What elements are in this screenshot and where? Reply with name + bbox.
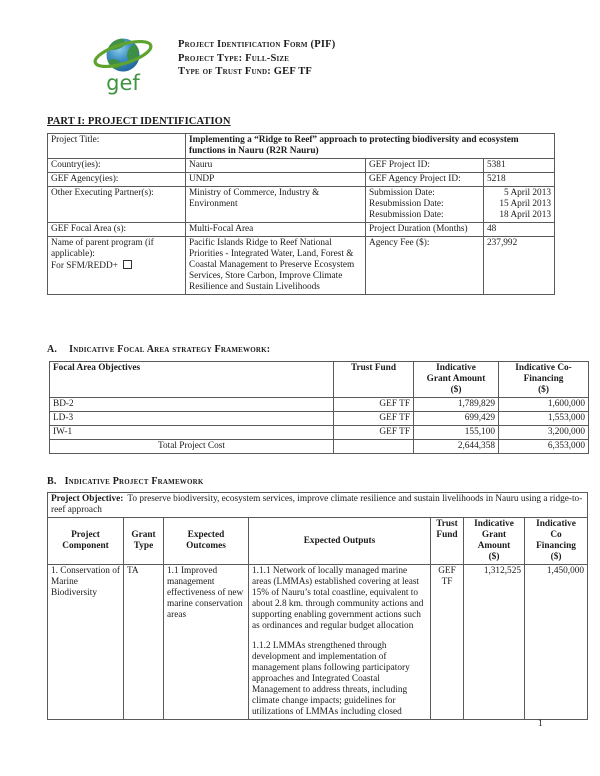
project-framework-table: [47, 492, 588, 720]
submission-date-label: Submission Date:: [369, 188, 435, 198]
trust-fund-cell: GEF TF: [334, 412, 414, 426]
gef-agency-label: GEF Agency(ies):: [48, 173, 186, 187]
trust-fund-cell: GEF TF: [431, 565, 464, 720]
table-total-row: [50, 440, 589, 454]
co-financing-cell: 3,200,000: [499, 426, 589, 440]
section-letter: A.: [47, 344, 58, 355]
col-trust-fund: Trust Fund: [334, 362, 414, 398]
header-line: ($): [538, 385, 549, 395]
col-grant-amount: [414, 362, 499, 398]
table-row: [50, 426, 589, 440]
col-expected-outcomes: Expected Outcomes: [164, 518, 249, 565]
country-label: Country(ies):: [48, 159, 186, 173]
col-project-component: Project Component: [48, 518, 124, 565]
grant-amount-cell: 699,429: [414, 412, 499, 426]
header-line: Financing: [523, 374, 564, 384]
col-grant-amount: [464, 518, 525, 565]
table-row: [48, 565, 588, 720]
header-line: Financing: [536, 541, 576, 551]
project-objective-cell: [48, 493, 588, 518]
section-title: Indicative Focal Area strategy Framework:: [69, 344, 271, 355]
gef-logo: [86, 30, 164, 96]
resubmission-date-label: Resubmission Date:: [369, 210, 444, 220]
col-co-financing: [499, 362, 589, 398]
trust-fund-line: Type of Trust Fund: GEF TF: [178, 66, 313, 77]
outputs-cell: [249, 565, 431, 720]
project-objective-text: To preserve biodiversity, ecosystem services, improve climate resilience and sustain livelihoods in Nauru using a ridge-to-reef approach: [51, 494, 583, 515]
co-financing-cell: 1,600,000: [499, 398, 589, 412]
objective-cell: IW-1: [50, 426, 334, 440]
output-paragraph: 1.1.2 LMMAs strengthened through development and implementation of management plans following participatory approaches and Integrated Coastal Management to address threats, including climate change impacts; guidelines for utilizations of LMMAs including closed: [252, 641, 410, 717]
component-cell: 1. Conservation of Marine Biodiversity: [48, 565, 124, 720]
focal-area-value: Multi-Focal Area: [186, 223, 366, 237]
section-letter: B.: [47, 476, 57, 487]
project-type-line: Project Type: Full-Size: [178, 52, 290, 64]
col-focal-area-objectives: Focal Area Objectives: [50, 362, 334, 398]
total-label: Total Project Cost: [50, 440, 334, 454]
section-b-heading: [47, 476, 204, 487]
table-row: [48, 223, 555, 237]
project-objective-label: Project Objective:: [51, 494, 124, 504]
grant-amount-cell: 1,789,829: [414, 398, 499, 412]
sfm-redd-checkbox: [123, 260, 132, 269]
header-line: Indicative: [474, 519, 514, 529]
header-line: ($): [450, 385, 462, 395]
table-row: [48, 237, 555, 295]
document-header: [178, 38, 335, 79]
col-expected-outputs: Expected Outputs: [249, 518, 431, 565]
header-line: Grant: [481, 530, 507, 540]
agency-fee-value: 237,992: [484, 237, 555, 295]
table-row: [48, 173, 555, 187]
header-line: Amount: [477, 541, 511, 551]
header-line: Indicative: [436, 363, 476, 373]
page-number: 1: [538, 719, 543, 729]
gef-agency-value: UNDP: [186, 173, 366, 187]
objective-cell: LD-3: [50, 412, 334, 426]
project-identification-table: [47, 133, 555, 295]
gef-logo-icon: [86, 30, 164, 96]
section-title: Indicative Project Framework: [64, 476, 204, 487]
header-line: Grant Amount: [426, 374, 486, 384]
col-co-financing: [525, 518, 588, 565]
resubmission-date-label: Resubmission Date:: [369, 199, 444, 209]
co-financing-cell: 1,450,000: [525, 565, 588, 720]
gef-project-id-value: 5381: [484, 159, 555, 173]
agency-project-id-label: GEF Agency Project ID:: [366, 173, 484, 187]
resubmission-date-value: 18 April 2013: [499, 210, 551, 220]
table-row: [48, 187, 555, 223]
table-row: [50, 412, 589, 426]
col-trust-fund: Trust Fund: [431, 518, 464, 565]
resubmission-date-value: 15 April 2013: [499, 199, 551, 209]
header-line: ($): [488, 552, 500, 562]
output-paragraph: 1.1.1 Network of locally managed marine areas (LMMAs) established covering at least 15% of Nauru’s total coastline, equivalent to about 2.8 km. through community actions and supporting enabling government actions such as ordinances and regular budget allocation: [252, 566, 424, 631]
trust-fund-cell: GEF TF: [334, 426, 414, 440]
partners-label: Other Executing Partner(s):: [48, 187, 186, 223]
header-line: Indicative: [536, 519, 576, 529]
submission-dates-labels: [366, 187, 484, 223]
logo-text: gef: [106, 71, 140, 95]
agency-project-id-value: 5218: [484, 173, 555, 187]
header-line: Co: [550, 530, 562, 540]
submission-date-value: 5 April 2013: [503, 188, 551, 198]
focal-area-label: GEF Focal Area (s):: [48, 223, 186, 237]
partners-value: Ministry of Commerce, Industry & Environment: [186, 187, 366, 223]
table-header-row: [48, 518, 588, 565]
duration-label: Project Duration (Months): [366, 223, 484, 237]
parent-program-value: Pacific Islands Ridge to Reef National Priorities - Integrated Water, Land, Forest & Coastal Management to Preserve Ecosystem Services, Store Carbon, Improve Climate Resilience and Sustain Livelihoods: [186, 237, 366, 295]
table-row: [48, 134, 555, 159]
grant-amount-cell: 1,312,525: [464, 565, 525, 720]
part1-heading: PART I: PROJECT IDENTIFICATION: [47, 116, 231, 127]
form-title: Project Identification Form (PIF): [178, 39, 336, 50]
sfm-redd-label: For SFM/REDD+: [51, 261, 118, 271]
objective-cell: BD-2: [50, 398, 334, 412]
co-financing-cell: 1,553,000: [499, 412, 589, 426]
col-grant-type: Grant Type: [124, 518, 164, 565]
total-grant-amount: 2,644,358: [414, 440, 499, 454]
objective-row: [48, 493, 588, 518]
header-line: ($): [550, 552, 562, 562]
table-row: [50, 398, 589, 412]
section-a-heading: [47, 344, 270, 355]
header-line: Indicative Co-: [515, 363, 572, 373]
table-header-row: [50, 362, 589, 398]
sfm-redd-line: [51, 260, 182, 272]
outcomes-cell: 1.1 Improved management effectiveness of new marine conservation areas: [164, 565, 249, 720]
parent-program-label: Name of parent program (if applicable):: [51, 238, 154, 259]
project-title-value: Implementing a “Ridge to Reef” approach to protecting biodiversity and ecosystem functions in Nauru (R2R Nauru): [186, 134, 555, 159]
parent-program-label-cell: [48, 237, 186, 295]
agency-fee-label: Agency Fee ($):: [366, 237, 484, 295]
empty-cell: [334, 440, 414, 454]
trust-fund-cell: GEF TF: [334, 398, 414, 412]
total-co-financing: 6,353,000: [499, 440, 589, 454]
country-value: Nauru: [186, 159, 366, 173]
grant-type-cell: TA: [124, 565, 164, 720]
table-row: [48, 159, 555, 173]
project-title-label: Project Title:: [48, 134, 186, 159]
gef-project-id-label: GEF Project ID:: [366, 159, 484, 173]
focal-area-strategy-table: [49, 361, 589, 454]
grant-amount-cell: 155,100: [414, 426, 499, 440]
duration-value: 48: [484, 223, 555, 237]
submission-dates-values: [484, 187, 555, 223]
